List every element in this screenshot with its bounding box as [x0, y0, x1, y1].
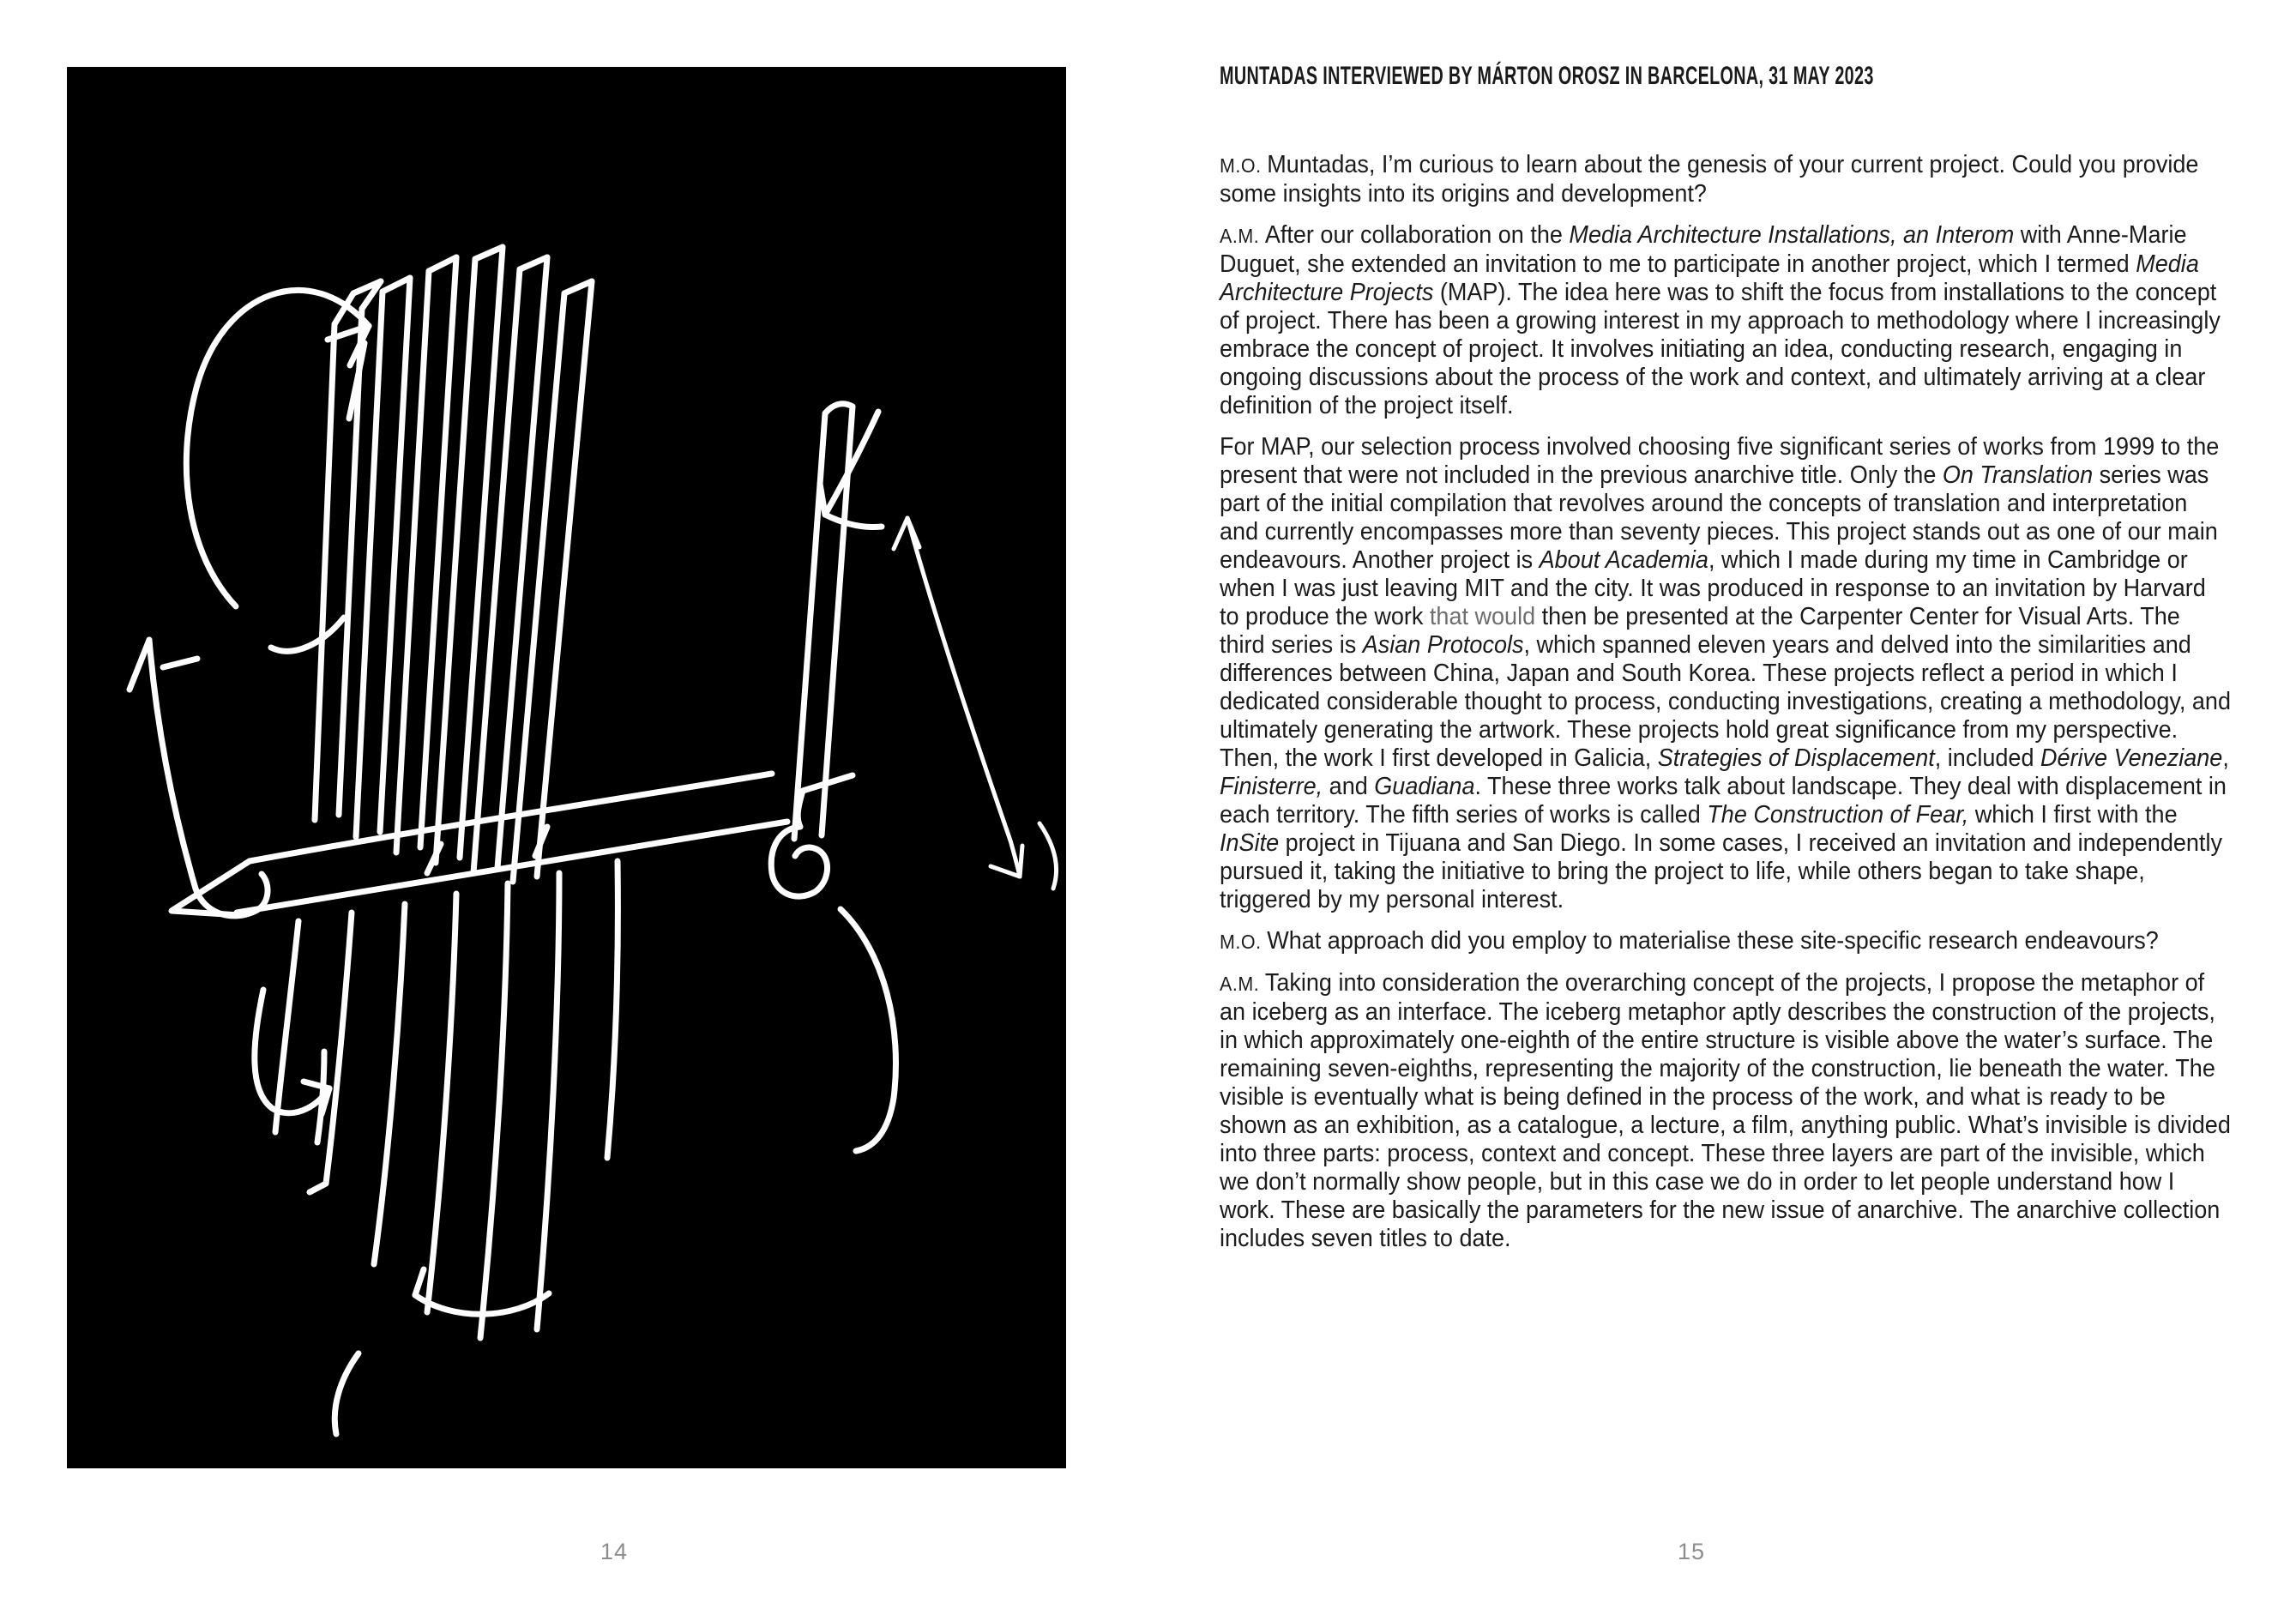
text-segment: , which spanned eleven years and delved into the similarities and differences between China, Japan and South Korea. These projects reflect a period in which I dedicated considerable thought to process, conducting investigations, creating a methodology, and ultimately generating the artwork. These projects hold great significance from my perspective. Then, the work I first developed in Galicia, [1220, 631, 2231, 772]
text-segment: About Academia [1539, 546, 1708, 574]
text-segment: Dérive Veneziane [2040, 744, 2223, 772]
diagonal-arrow [894, 518, 1056, 889]
hook-arrow [255, 990, 329, 1142]
text-segment: project in Tijuana and San Diego. In some cases, I received an invitation and independently pursued it, taking the initiative to bring the project to life, while others began to take shape, triggered by my personal interest. [1220, 829, 2222, 913]
interview-paragraph [1220, 433, 2231, 914]
speaker-label: M.O. [1220, 931, 1262, 953]
text-segment: Guadiana [1374, 773, 1475, 800]
artwork-sketch [67, 67, 1066, 1468]
five-squiggle [771, 775, 853, 896]
text-segment: Strategies of Displacement [1657, 744, 1935, 772]
text-segment: On Translation [1942, 461, 2094, 489]
text-segment: series was part of the initial compilation that revolves around the concepts of translation and interpretation and currently encompasses more than seventy pieces. This project stands out as one of our main endeavours. Another project is [1220, 461, 2218, 574]
speaker-label: A.M. [1220, 973, 1260, 995]
bottom-arc [334, 1353, 359, 1434]
text-segment: After our collaboration on the [1264, 221, 1570, 249]
upper-bars [315, 247, 853, 882]
right-sweep [841, 909, 895, 1151]
text-segment: What approach did you employ to materialise these site-specific research endeavours? [1267, 927, 2159, 955]
page-number-right: 15 [1678, 1539, 1706, 1564]
text-segment: Finisterre, [1220, 773, 1323, 800]
speaker-label: M.O. [1220, 154, 1262, 177]
text-segment: Media Architecture Projects [1220, 250, 2199, 306]
interview-paragraph [1220, 221, 2231, 420]
interview-paragraph [1220, 151, 2231, 208]
text-segment: The Construction of Fear, [1707, 801, 1969, 829]
text-segment: Media Architecture Installations, an Interom [1569, 221, 2015, 249]
text-segment: . These three works talk about landscape. They deal with displacement in each territory. The fifth series of works is called [1220, 773, 2227, 829]
sketch-drawing [67, 67, 1066, 1468]
text-segment: InSite [1220, 829, 1280, 857]
text-segment: , included [1934, 744, 2040, 772]
interview-text-column [1220, 151, 2231, 1266]
text-segment: , [2222, 744, 2229, 772]
speaker-label: A.M. [1220, 225, 1260, 247]
text-segment: For MAP, our selection process involved choosing five significant series of works from 1999 to the present that were not included in the previous anarchive title. Only the [1220, 433, 2220, 489]
text-segment: Taking into consideration the overarching concept of the projects, I propose the metaphor of an iceberg as an interface. The iceberg metaphor aptly describes the construction of the projects, in which approximately one-eighth of the entire structure is visible above the water’s surface. The remaining seven-eighths, representing the majority of the construction, lie beneath the water. The visible is eventually what is being defined in the process of the work, and what is ready to be shown as an exhibition, as a catalogue, a lecture, a film, anything public. What’s invisible is divided into three parts: process, context and concept. These three layers are part of the invisible, which we don’t normally show people, but in this case we do in order to let people understand how I work. These are basically the parameters for the new issue of anarchive. The anarchive collection includes seven titles to date. [1220, 969, 2231, 1252]
curved-arrow [186, 290, 369, 651]
text-segment: that would [1429, 603, 1536, 630]
text-segment: , which I made during my time in Cambridge or when I was just leaving MIT and the city. It was produced in response to an invitation by Harvard to produce the work [1220, 546, 2206, 630]
text-segment: which I first with the [1968, 801, 2178, 829]
text-segment: and [1323, 773, 1375, 800]
text-segment: with Anne-Marie Duguet, she extended an invitation to me to participate in another project, which I termed [1220, 221, 2187, 278]
vertical-arrow [130, 640, 268, 916]
text-segment: Asian Protocols [1362, 631, 1524, 659]
text-segment: then be presented at the Carpenter Center for Visual Arts. The third series is [1220, 603, 2180, 659]
text-segment: Muntadas, I’m curious to learn about the genesis of your current project. Could you provide some insights into its origins and development? [1220, 151, 2199, 208]
text-segment: (MAP). The idea here was to shift the focus from installations to the concept of project. There has been a growing interest in my approach to methodology where I increasingly embrace the concept of project. It involves initiating an idea, conducting research, engaging in ongoing discussions about the process of the work and context, and ultimately arriving at a clear definition of the project itself. [1220, 279, 2221, 419]
interview-header: MUNTADAS INTERVIEWED BY MÁRTON OROSZ IN BARCELONA, 31 MAY 2023 [1220, 62, 1874, 90]
page-number-left: 14 [600, 1539, 629, 1564]
interview-paragraph [1220, 969, 2231, 1253]
interview-paragraph [1220, 927, 2231, 956]
